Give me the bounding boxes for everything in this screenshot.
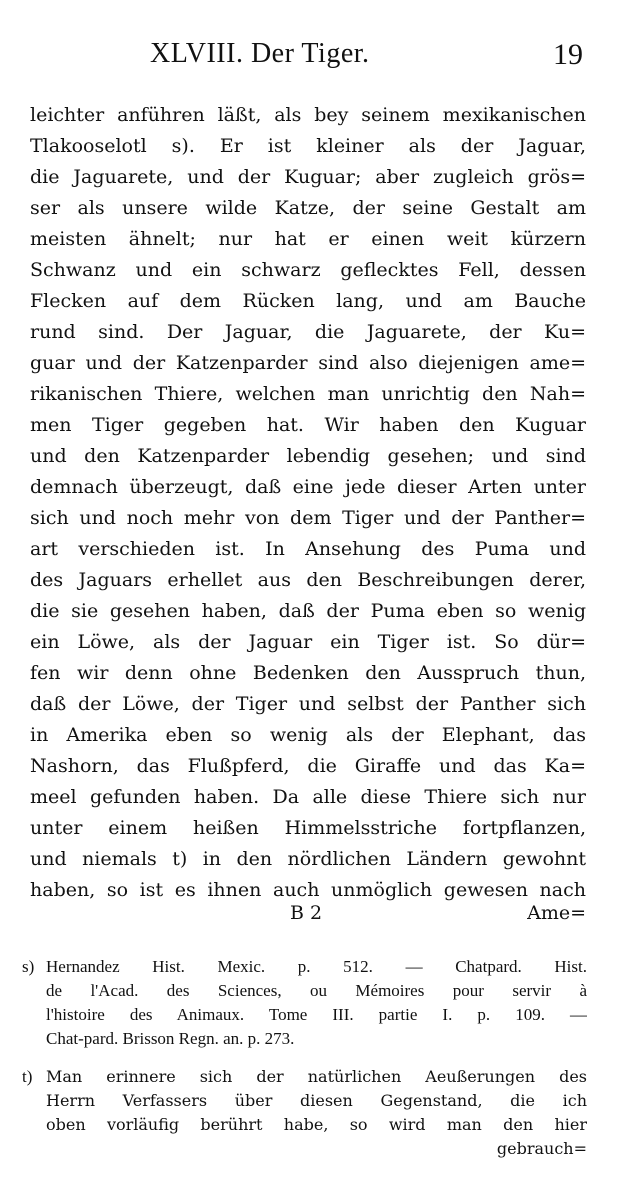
footnote-line: l'histoire des Animaux. Tome III. partie I. p. 109. —	[46, 1005, 587, 1024]
body-line: leichter anführen läßt, als bey seinem mexikanischen	[30, 104, 586, 126]
signature-mark: B 2	[290, 902, 323, 924]
body-line: sich und noch mehr von dem Tiger und der Panther=	[30, 507, 586, 529]
body-line: ser als unsere wilde Katze, der seine Gestalt am	[30, 197, 586, 219]
footnote-mark: t)	[22, 1067, 33, 1086]
body-line: in Amerika eben so wenig als der Elephant, das	[30, 724, 586, 746]
body-line: meisten ähnelt; nur hat er einen weit kürzern	[30, 228, 586, 250]
body-line: Schwanz und ein schwarz geflecktes Fell, dessen	[30, 259, 586, 281]
body-line: daß der Löwe, der Tiger und selbst der Panther sich	[30, 693, 586, 715]
body-line: guar und der Katzenparder sind also diejenigen ame=	[30, 352, 586, 374]
body-line: demnach überzeugt, daß eine jede dieser Arten unter	[30, 476, 586, 498]
footnote-line: Man erinnere sich der natürlichen Aeußerungen des	[46, 1067, 587, 1086]
body-line: des Jaguars erhellet aus den Beschreibungen derer,	[30, 569, 586, 591]
chapter-title: XLVIII. Der Tiger.	[150, 38, 370, 69]
footnote-line: gebrauch=	[496, 1139, 587, 1158]
footnotes	[22, 955, 587, 1175]
footnote-line: de l'Acad. des Sciences, ou Mémoires pour servir à	[46, 981, 587, 1000]
running-header	[0, 38, 625, 78]
body-line: und niemals t) in den nördlichen Ländern gewohnt	[30, 848, 586, 870]
body-text	[30, 100, 586, 906]
signature-line	[30, 902, 586, 933]
body-line: rikanischen Thiere, welchen man unrichtig den Nah=	[30, 383, 586, 405]
body-line: rund sind. Der Jaguar, die Jaguarete, der Ku=	[30, 321, 586, 343]
footnote-line: Herrn Verfassers über diesen Gegenstand, die ich	[46, 1091, 587, 1110]
body-line: Tlakooselotl s). Er ist kleiner als der Jaguar,	[30, 135, 586, 157]
body-line: die sie gesehen haben, daß der Puma eben so wenig	[30, 600, 586, 622]
footnote-line: Hernandez Hist. Mexic. p. 512. — Chatpard. Hist.	[46, 957, 587, 976]
page-number: 19	[553, 38, 583, 71]
body-line: und den Katzenparder lebendig gesehen; und sind	[30, 445, 586, 467]
footnote-t	[22, 1065, 587, 1161]
body-line: art verschieden ist. In Ansehung des Puma und	[30, 538, 586, 560]
footnote-line: oben vorläufig berührt habe, so wird man den hier	[46, 1115, 587, 1134]
body-line: die Jaguarete, und der Kuguar; aber zugleich grös=	[30, 166, 586, 188]
footnote-line: Chat-pard. Brisson Regn. an. p. 273.	[46, 1029, 295, 1048]
body-line: haben, so ist es ihnen auch unmöglich gewesen nach	[30, 879, 586, 901]
body-line: Nashorn, das Flußpferd, die Giraffe und das Ka=	[30, 755, 586, 777]
catchword: Ame=	[527, 902, 586, 924]
body-line: meel gefunden haben. Da alle diese Thiere sich nur	[30, 786, 586, 808]
body-line: unter einem heißen Himmelsstriche fortpflanzen,	[30, 817, 586, 839]
body-line: Flecken auf dem Rücken lang, und am Bauche	[30, 290, 586, 312]
body-line: ein Löwe, als der Jaguar ein Tiger ist. So dür=	[30, 631, 586, 653]
footnote-mark: s)	[22, 957, 35, 976]
body-line: fen wir denn ohne Bedenken den Ausspruch thun,	[30, 662, 586, 684]
body-line: men Tiger gegeben hat. Wir haben den Kuguar	[30, 414, 586, 436]
footnote-s	[22, 955, 587, 1051]
